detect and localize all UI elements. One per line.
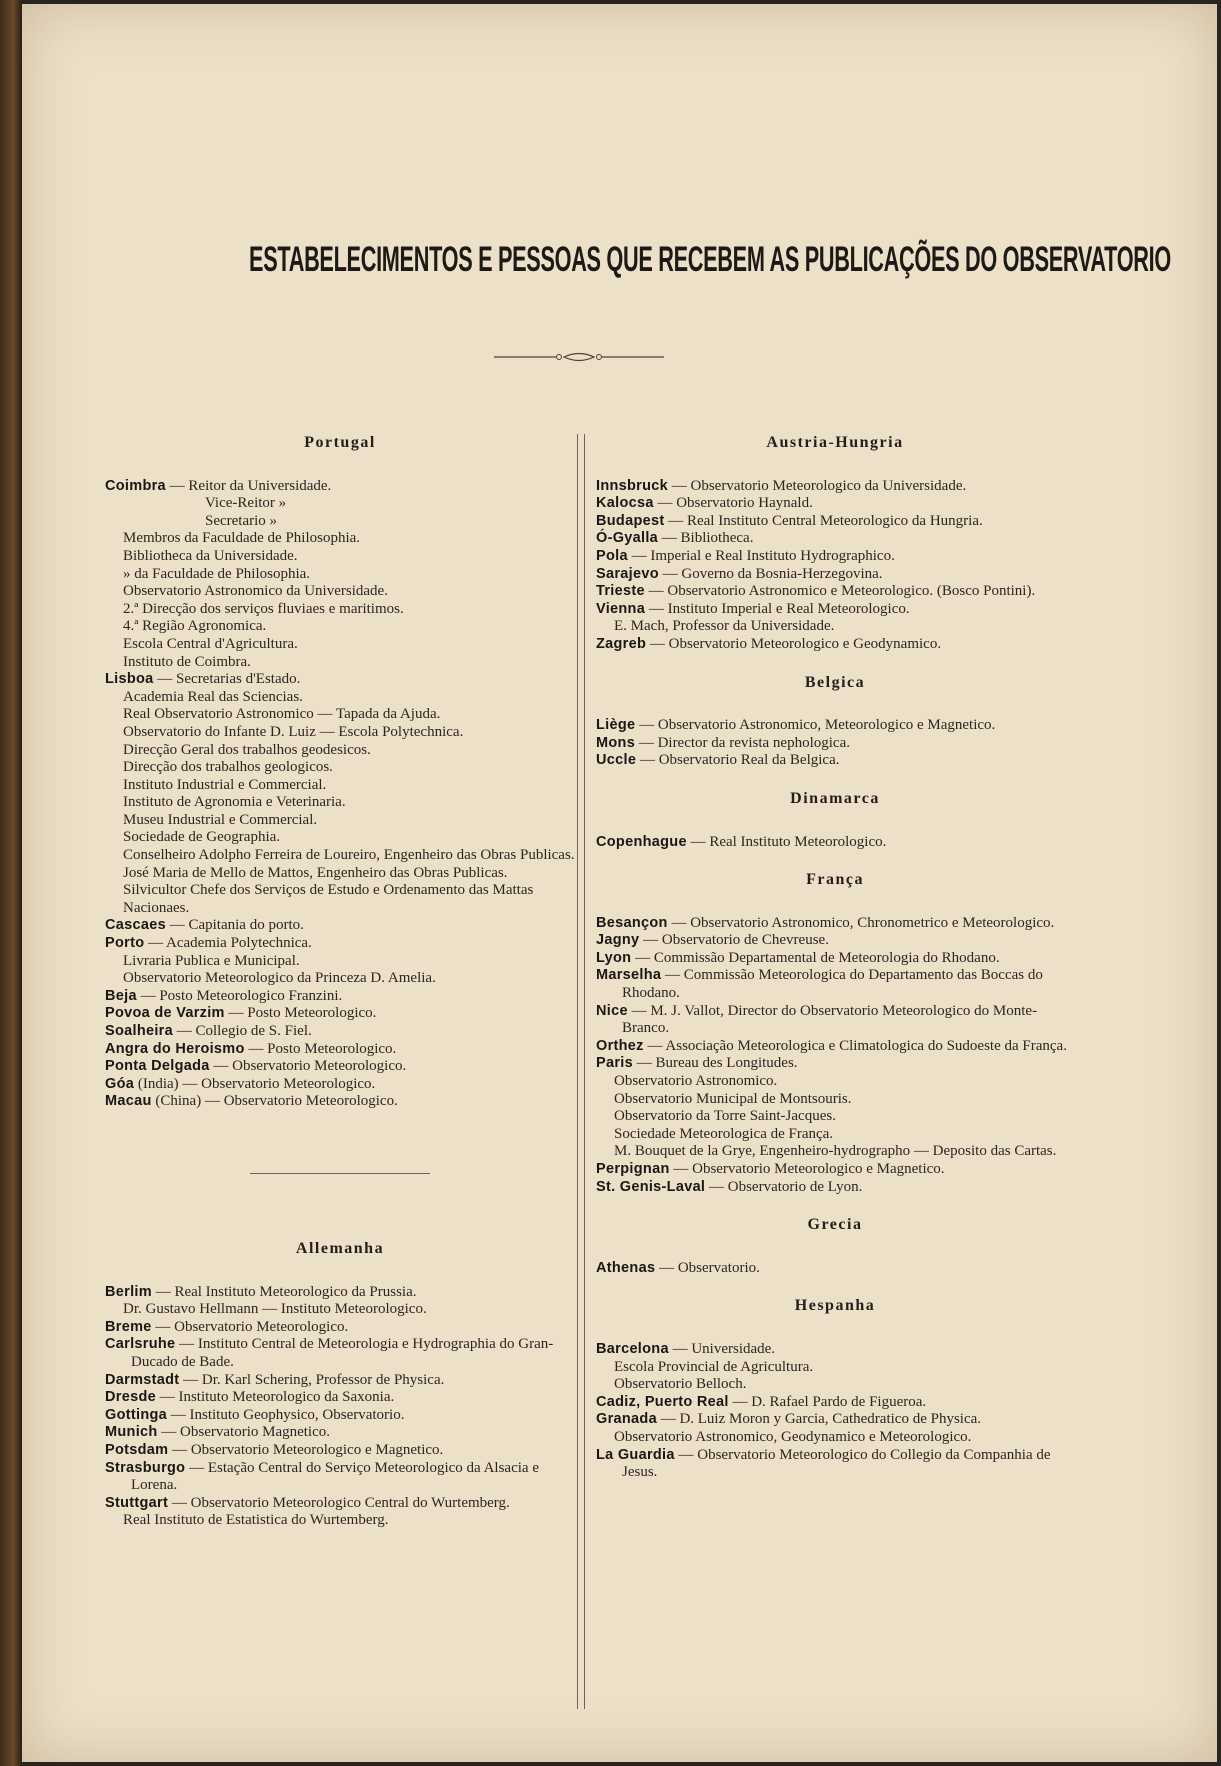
place-name: Perpignan xyxy=(596,1161,670,1177)
entry-text: Observatorio Municipal de Montsouris. xyxy=(614,1090,852,1107)
place-name: Coimbra xyxy=(105,477,166,494)
list-item xyxy=(596,1359,1074,1377)
entry-text: Escola Provincial de Agricultura. xyxy=(614,1358,814,1375)
list-item xyxy=(105,1336,575,1371)
entry-text: Instituto Industrial e Commercial. xyxy=(123,776,327,793)
list-item xyxy=(596,735,1074,753)
entry-text: — Observatorio de Chevreuse. xyxy=(643,932,829,949)
entry-text: — Observatorio Astronomico, Meteorologico e Magnetico. xyxy=(639,717,996,734)
place-name: Jagny xyxy=(596,932,640,949)
list-item xyxy=(596,1260,1074,1278)
list-item xyxy=(596,636,1074,654)
list-item xyxy=(105,759,575,777)
entry-text: Direcção dos trabalhos geologicos. xyxy=(123,759,333,776)
entry-text: — Bibliotheca. xyxy=(661,530,754,547)
entry-text: Observatorio Belloch. xyxy=(614,1376,747,1393)
list-item xyxy=(596,1055,1074,1073)
right-column xyxy=(596,434,1074,1502)
list-item xyxy=(596,618,1074,636)
list-item xyxy=(596,601,1074,619)
entry-text: — Instituto Imperial e Real Meteorologico. xyxy=(648,600,910,617)
entry-text: — D. Luiz Moron y Garcia, Cathedratico de Physica. xyxy=(660,1411,982,1428)
list-item xyxy=(596,548,1074,566)
entry-text: Dr. Gustavo Hellmann — Instituto Meteorologico. xyxy=(123,1301,427,1318)
list-item xyxy=(105,1301,575,1319)
entry-text: — Observatorio Magnetico. xyxy=(161,1424,331,1441)
list-item xyxy=(105,1512,575,1530)
entry-text: Academia Real das Sciencias. xyxy=(123,688,303,705)
entry-text: (India) — Observatorio Meteorologico. xyxy=(137,1075,376,1092)
country-heading: Grecia xyxy=(807,1216,863,1234)
place-name: Dresde xyxy=(105,1389,156,1406)
entry-text: — Bureau des Longitudes. xyxy=(636,1055,798,1072)
list-item xyxy=(105,583,575,601)
list-item xyxy=(105,513,575,531)
entry-text: Real Instituto de Estatistica do Wurtemberg. xyxy=(123,1512,389,1529)
place-name: Cascaes xyxy=(105,917,166,934)
list-item xyxy=(105,794,575,812)
list-item xyxy=(596,1341,1074,1359)
list-item xyxy=(105,953,575,971)
place-name: Orthez xyxy=(596,1037,644,1054)
list-item xyxy=(105,724,575,742)
place-name: Potsdam xyxy=(105,1441,169,1458)
place-name: Porto xyxy=(105,935,145,952)
list-item xyxy=(105,1424,575,1442)
entry-text: Livraria Publica e Municipal. xyxy=(123,952,300,969)
list-item xyxy=(105,1093,575,1111)
entry-text: (China) — Observatorio Meteorologico. xyxy=(155,1093,398,1110)
left-column xyxy=(105,434,575,1550)
list-item xyxy=(105,882,575,917)
entry-text: — Observatorio Meteorologico e Magnetico. xyxy=(172,1441,444,1458)
entry-text: Sociedade de Geographia. xyxy=(123,829,281,846)
place-name: Macau xyxy=(105,1093,152,1110)
place-name: Angra do Heroismo xyxy=(105,1040,245,1057)
place-name: Vienna xyxy=(596,600,646,617)
entry-text: Instituto de Agronomia e Veterinaria. xyxy=(123,794,346,811)
place-name: Cadiz, Puerto Real xyxy=(596,1393,729,1410)
entry-text: » da Faculdade de Philosophia. xyxy=(123,565,311,582)
column-divider xyxy=(577,434,585,1709)
entry-text: — Instituto Meteorologico da Saxonia. xyxy=(159,1389,395,1406)
entry-text: Observatorio da Torre Saint-Jacques. xyxy=(614,1108,836,1125)
entry-text: Conselheiro Adolpho Ferreira de Loureiro, Engenheiro das Obras Publicas. xyxy=(123,847,575,864)
entry-text: — Capitania do porto. xyxy=(169,917,304,934)
list-item xyxy=(596,1108,1074,1126)
place-name: Soalheira xyxy=(105,1023,173,1039)
entry-text: — M. J. Vallot, Director do Observatorio Meteorologico do Monte-Branco. xyxy=(622,1002,1038,1037)
entry-text: — Observatorio Meteorologico. xyxy=(213,1058,407,1075)
entry-text: — Associação Meteorologica e Climatologica do Sudoeste da França. xyxy=(647,1037,1067,1054)
place-name: Marselha xyxy=(596,967,662,984)
country-section xyxy=(596,674,1074,770)
entry-text: — Universidade. xyxy=(672,1340,776,1357)
list-item xyxy=(596,834,1074,852)
entry-text: — D. Rafael Pardo de Figueroa. xyxy=(732,1393,927,1410)
entry-text: — Real Instituto Meteorologico. xyxy=(690,833,887,850)
list-item xyxy=(596,583,1074,601)
list-item xyxy=(596,1003,1074,1038)
place-name: Góa xyxy=(105,1075,135,1092)
entry-text: Secretario » xyxy=(205,512,278,529)
list-item xyxy=(596,752,1074,770)
list-item xyxy=(105,706,575,724)
entry-text: — Observatorio de Lyon. xyxy=(709,1178,863,1195)
place-name: Zagreb xyxy=(596,635,647,652)
ornament-divider xyxy=(494,349,664,365)
entry-text: — Instituto Geophysico, Observatorio. xyxy=(170,1406,405,1423)
place-name: Copenhague xyxy=(596,833,687,850)
place-name: Nice xyxy=(596,1002,628,1019)
entry-text: — Observatorio Real da Belgica. xyxy=(639,752,840,769)
entry-text: — Observatorio Meteorologico e Geodynamico. xyxy=(649,635,942,652)
place-name: Carlsruhe xyxy=(105,1336,176,1353)
list-item xyxy=(105,530,575,548)
entry-text: — Posto Meteorologico. xyxy=(248,1040,397,1057)
entry-text: 2.ª Direcção dos serviços fluviaes e maritimos. xyxy=(123,600,404,617)
place-name: Lisboa xyxy=(105,671,154,688)
list-item xyxy=(105,970,575,988)
list-item xyxy=(596,566,1074,584)
place-name: Beja xyxy=(105,987,137,1004)
entry-text: — Secretarias d'Estado. xyxy=(157,671,301,688)
entry-text: — Observatorio. xyxy=(659,1259,760,1276)
list-item xyxy=(596,513,1074,531)
entry-text: M. Bouquet de la Grye, Engenheiro-hydrographo — Deposito das Cartas. xyxy=(614,1143,1057,1160)
country-section xyxy=(105,1240,575,1530)
place-name: Pola xyxy=(596,547,628,564)
list-item xyxy=(596,530,1074,548)
list-item xyxy=(596,1038,1074,1056)
entry-text: Membros da Faculdade de Philosophia. xyxy=(123,530,361,547)
entry-text: — Posto Meteorologico Franzini. xyxy=(140,987,343,1004)
entry-text: — Academia Polytechnica. xyxy=(148,935,312,952)
list-item xyxy=(105,1023,575,1041)
entry-text: Observatorio Meteorologico da Princeza D. Amelia. xyxy=(123,970,436,987)
place-name: Breme xyxy=(105,1318,152,1335)
list-item xyxy=(105,548,575,566)
place-name: Gottinga xyxy=(105,1406,167,1423)
list-item xyxy=(105,935,575,953)
list-item xyxy=(596,950,1074,968)
place-name: Barcelona xyxy=(596,1340,669,1357)
place-name: St. Genis-Laval xyxy=(596,1178,706,1195)
entry-text: — Instituto Central de Meteorologia e Hydrographia do Gran-Ducado de Bade. xyxy=(131,1336,554,1370)
place-name: Berlim xyxy=(105,1283,152,1300)
list-item xyxy=(105,1076,575,1094)
list-item xyxy=(596,1073,1074,1091)
place-name: Trieste xyxy=(596,583,645,600)
list-item xyxy=(105,1005,575,1023)
entry-text: — Real Instituto Central Meteorologico da Hungria. xyxy=(668,512,983,529)
entry-text: José Maria de Mello de Mattos, Engenheiro das Obras Publicas. xyxy=(123,864,508,881)
list-item xyxy=(105,495,575,513)
country-section xyxy=(596,434,1074,654)
list-item xyxy=(596,1447,1074,1482)
entry-text: Observatorio do Infante D. Luiz — Escola Polytechnica. xyxy=(123,723,464,740)
country-heading: Hespanha xyxy=(794,1297,876,1315)
list-item xyxy=(105,1495,575,1513)
place-name: Besançon xyxy=(596,914,668,931)
entry-text: Escola Central d'Agricultura. xyxy=(123,635,298,652)
place-name: La Guardia xyxy=(596,1446,675,1463)
entry-text: — Estação Central do Serviço Meteorologico da Alsacia e Lorena. xyxy=(131,1459,539,1494)
entry-text: Museu Industrial e Commercial. xyxy=(123,811,318,828)
place-name: Mons xyxy=(596,734,636,751)
entry-text: Direcção Geral dos trabalhos geodesicos. xyxy=(123,741,371,758)
entry-text: — Observatorio Meteorologico Central do Wurtemberg. xyxy=(171,1494,510,1511)
entry-text: E. Mach, Professor da Universidade. xyxy=(614,618,835,635)
country-heading: Portugal xyxy=(304,434,376,451)
entry-text: 4.ª Região Agronomica. xyxy=(123,618,267,635)
list-item xyxy=(105,777,575,795)
entry-text: Vice-Reitor » xyxy=(205,495,287,512)
place-name: Stuttgart xyxy=(105,1494,169,1511)
page-title: ESTABELECIMENTOS E PESSOAS QUE RECEBEM AS PUBLICAÇÕES DO OBSERVATORIO xyxy=(249,240,1171,279)
place-name: Uccle xyxy=(596,752,637,769)
country-section xyxy=(596,1216,1074,1277)
list-item xyxy=(105,671,575,689)
place-name: Ponta Delgada xyxy=(105,1058,210,1075)
list-item xyxy=(105,601,575,619)
place-name: Munich xyxy=(105,1424,158,1441)
entry-text: — Governo da Bosnia-Herzegovina. xyxy=(662,565,883,582)
list-item xyxy=(596,1376,1074,1394)
list-item xyxy=(105,478,575,496)
entry-text: — Observatorio Astronomico e Meteorologico. (Bosco Pontini). xyxy=(648,583,1036,600)
place-name: Darmstadt xyxy=(105,1371,180,1388)
entry-text: — Dr. Karl Schering, Professor de Physica. xyxy=(183,1371,445,1388)
entry-text: Observatorio Astronomico. xyxy=(614,1073,778,1090)
list-item xyxy=(596,915,1074,933)
list-item xyxy=(105,1442,575,1460)
list-item xyxy=(105,1058,575,1076)
book-spine xyxy=(0,0,22,1766)
entry-text: — Posto Meteorologico. xyxy=(228,1005,377,1022)
country-heading: Belgica xyxy=(804,673,866,691)
country-section xyxy=(596,871,1074,1196)
entry-text: Real Observatorio Astronomico — Tapada da Ajuda. xyxy=(123,706,441,723)
entry-text: — Observatorio Meteorologico. xyxy=(155,1318,349,1335)
place-name: Paris xyxy=(596,1055,633,1072)
country-heading: Dinamarca xyxy=(790,789,880,807)
list-item xyxy=(596,1143,1074,1161)
list-item xyxy=(596,495,1074,513)
country-heading: França xyxy=(806,871,864,889)
entry-text: — Commissão Meteorologica do Departamento das Boccas do Rhodano. xyxy=(622,967,1043,1002)
entry-text: Observatorio Astronomico, Geodynamico e Meteorologico. xyxy=(614,1428,972,1445)
entry-text: Instituto de Coimbra. xyxy=(123,653,251,670)
list-item xyxy=(596,1394,1074,1412)
entry-text: — Observatorio Meteorologico da Universidade. xyxy=(671,477,967,494)
place-name: Liège xyxy=(596,717,636,734)
entry-text: Bibliotheca da Universidade. xyxy=(123,547,298,564)
place-name: Budapest xyxy=(596,512,665,529)
entry-text: — Director da revista nephologica. xyxy=(638,734,850,751)
country-heading: Allemanha xyxy=(295,1239,385,1257)
entry-text: — Collegio de S. Fiel. xyxy=(176,1023,312,1039)
list-item xyxy=(596,967,1074,1002)
place-name: Kalocsa xyxy=(596,495,654,512)
list-item xyxy=(596,717,1074,735)
place-name: Sarajevo xyxy=(596,565,659,582)
list-item xyxy=(105,988,575,1006)
list-item xyxy=(596,1429,1074,1447)
entry-text: — Observatorio Astronomico, Chronometrico e Meteorologico. xyxy=(671,914,1055,931)
entry-text: — Commissão Departamental de Meteorologia do Rhodano. xyxy=(635,949,1000,966)
list-item xyxy=(105,689,575,707)
place-name: Innsbruck xyxy=(596,477,668,494)
place-name: Athenas xyxy=(596,1259,656,1276)
country-heading: Austria-Hungria xyxy=(766,434,904,451)
list-item xyxy=(105,865,575,883)
place-name: Ó-Gyalla xyxy=(596,530,659,547)
entry-text: — Imperial e Real Instituto Hydrographico. xyxy=(631,547,895,564)
document-page xyxy=(22,4,1217,1762)
list-item xyxy=(105,1284,575,1302)
entry-text: — Observatorio Meteorologico do Collegio da Companhia de Jesus. xyxy=(622,1446,1051,1481)
entry-text: — Observatorio Meteorologico e Magnetico. xyxy=(673,1161,945,1177)
list-item xyxy=(105,1041,575,1059)
list-item xyxy=(105,1389,575,1407)
entry-text: — Real Instituto Meteorologico da Prussia. xyxy=(155,1283,417,1300)
place-name: Granada xyxy=(596,1411,657,1428)
entry-text: — Observatorio Haynald. xyxy=(657,495,813,512)
list-item xyxy=(596,932,1074,950)
country-section xyxy=(105,434,575,1111)
list-item xyxy=(596,478,1074,496)
list-item xyxy=(596,1126,1074,1144)
entry-text: Silvicultor Chefe dos Serviços de Estudo e Ordenamento das Mattas Nacionaes. xyxy=(123,882,534,916)
list-item xyxy=(596,1091,1074,1109)
place-name: Strasburgo xyxy=(105,1459,186,1476)
list-item xyxy=(105,812,575,830)
list-item xyxy=(105,1460,575,1495)
list-item xyxy=(105,829,575,847)
list-item xyxy=(105,618,575,636)
list-item xyxy=(105,636,575,654)
place-name: Povoa de Varzim xyxy=(105,1005,225,1022)
list-item xyxy=(596,1179,1074,1197)
list-item xyxy=(105,1407,575,1425)
entry-text: Sociedade Meteorologica de França. xyxy=(614,1125,834,1142)
list-item xyxy=(596,1411,1074,1429)
list-item xyxy=(105,917,575,935)
list-item xyxy=(105,1372,575,1390)
country-section xyxy=(596,1297,1074,1481)
list-item xyxy=(105,847,575,865)
entry-text: — Reitor da Universidade. xyxy=(169,477,332,494)
list-item xyxy=(105,654,575,672)
list-item xyxy=(105,566,575,584)
list-item xyxy=(105,742,575,760)
list-item xyxy=(596,1161,1074,1179)
section-separator xyxy=(250,1173,430,1174)
entry-text: Observatorio Astronomico da Universidade. xyxy=(123,583,388,600)
list-item xyxy=(105,1319,575,1337)
place-name: Lyon xyxy=(596,949,632,966)
country-section xyxy=(596,790,1074,851)
